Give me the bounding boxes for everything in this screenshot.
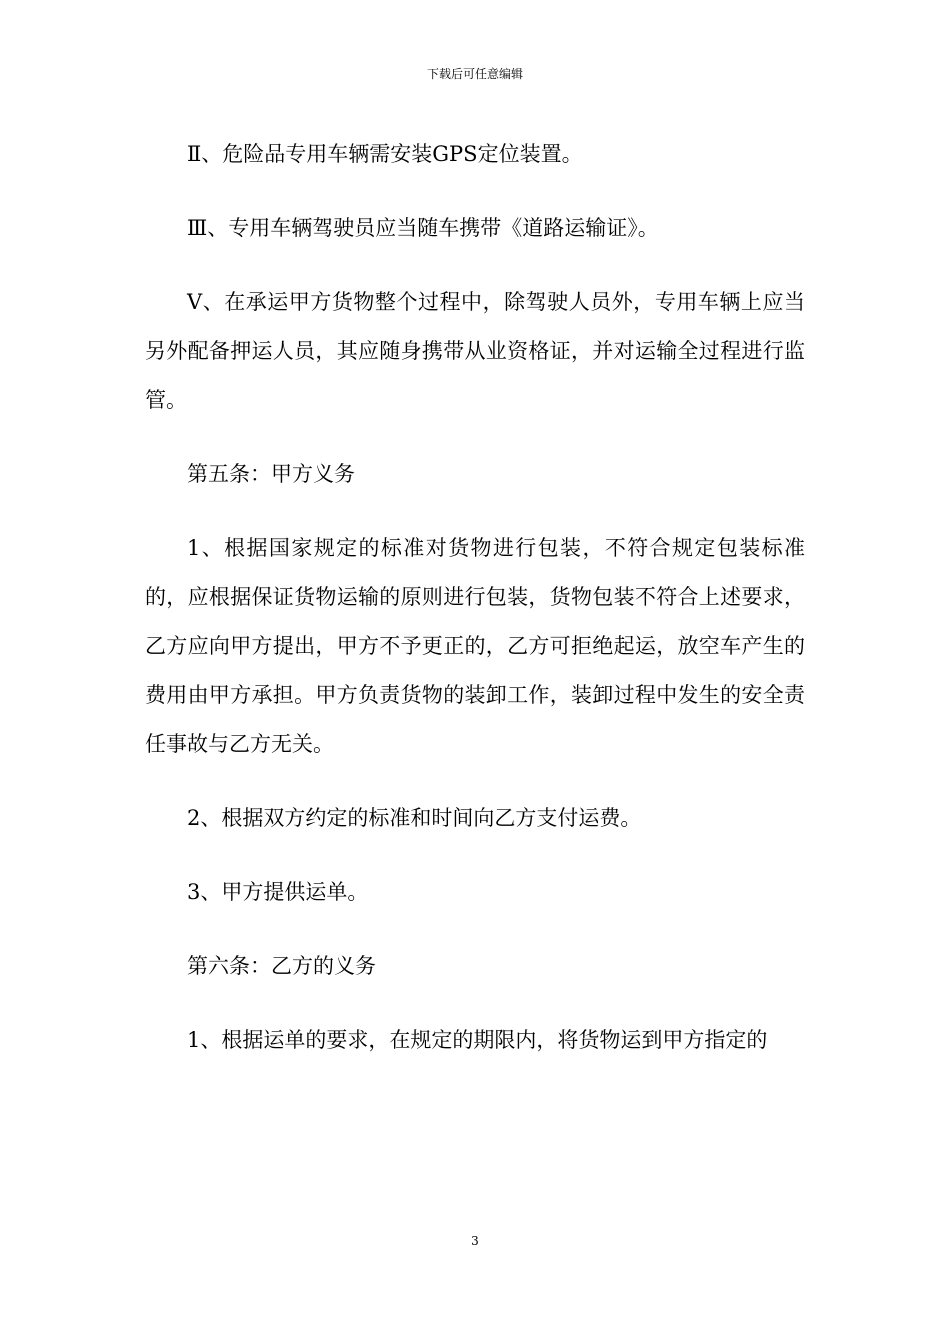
paragraph-packaging: 1、根据国家规定的标准对货物进行包装，不符合规定包装标准的，应根据保证货物运输的原则进行包装，货物包装不符合上述要求，乙方应向甲方提出，甲方不予更正的，乙方可拒绝起运，放空车产生的费用由甲方承担。甲方负责货物的装卸工作，装卸过程中发生的安全责任事故与乙方无关。 xyxy=(145,536,805,756)
paragraph-waybill: 3、甲方提供运单。 xyxy=(187,880,369,904)
paragraph-delivery: 1、根据运单的要求，在规定的期限内，将货物运到甲方指定的 xyxy=(187,1028,768,1052)
section-heading-party-b-obligations: 第六条：乙方的义务 xyxy=(187,954,376,978)
paragraph-escort-personnel: Ⅴ、在承运甲方货物整个过程中，除驾驶人员外，专用车辆上应当另外配备押运人员，其应随身携带从业资格证，并对运输全过程进行监管。 xyxy=(145,290,805,412)
paragraph-payment: 2、根据双方约定的标准和时间向乙方支付运费。 xyxy=(187,806,642,830)
paragraph-gps-requirement: Ⅱ、危险品专用车辆需安装GPS定位装置。 xyxy=(187,142,583,166)
section-heading-party-a-obligations: 第五条：甲方义务 xyxy=(187,462,355,486)
page-number: 3 xyxy=(471,1234,479,1248)
document-body xyxy=(145,130,805,1090)
page-header: 下载后可任意编辑 xyxy=(426,67,523,81)
paragraph-transport-permit: Ⅲ、专用车辆驾驶员应当随车携带《道路运输证》。 xyxy=(187,216,659,240)
